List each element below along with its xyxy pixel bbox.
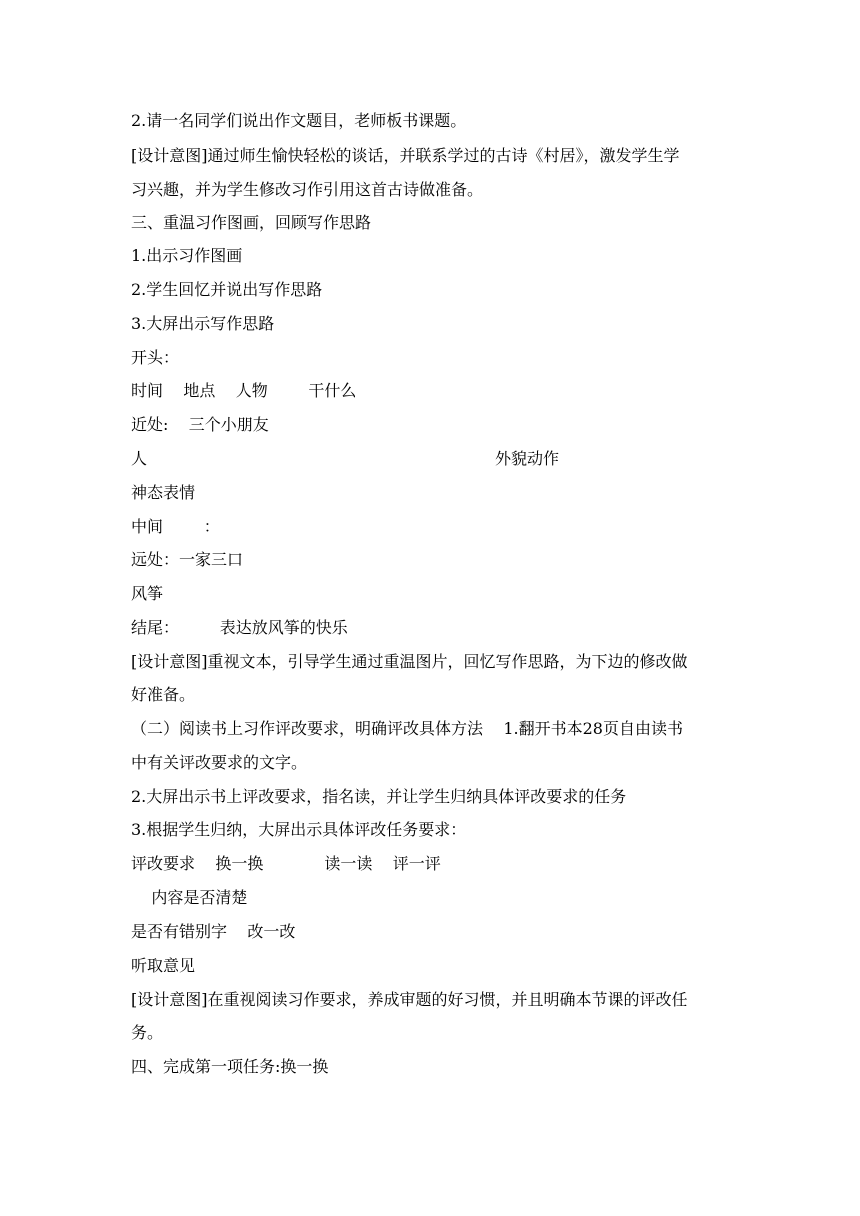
text-line: 内容是否清楚: [131, 888, 248, 907]
text-line: 1.出示习作图画: [131, 246, 243, 265]
text-line: 3.根据学生归纳，大屏出示具体评改任务要求：: [131, 820, 467, 839]
side-label: 外貌动作: [495, 449, 560, 468]
section-heading: 四、完成第一项任务:换一换: [131, 1057, 329, 1076]
text-line: 2.请一名同学们说出作文题目，老师板书课题。: [131, 111, 467, 130]
text-line: [设计意图]通过师生愉快轻松的谈话，并联系学过的古诗《村居》，激发学生学: [131, 146, 680, 165]
text-line: 2.学生回忆并说出写作思路: [131, 280, 323, 299]
text-line: 远处：一家三口: [131, 550, 244, 569]
text-line: 评改要求 换一换 读一读 评一评: [131, 854, 441, 873]
text-line: 近处: 三个小朋友: [131, 415, 269, 434]
text-line: 时间 地点 人物 干什么: [131, 381, 357, 400]
text-line: 风筝: [131, 584, 164, 603]
text-line: 结尾： 表达放风筝的快乐: [131, 618, 348, 637]
text-line: [设计意图]在重视阅读习作要求，养成审题的好习惯，并且明确本节课的评改任: [131, 990, 688, 1009]
text-line: 务。: [131, 1023, 164, 1042]
text-line: 开头：: [131, 348, 180, 367]
text-line: [设计意图]重视文本，引导学生通过重温图片，回忆写作思路，为下边的修改做: [131, 652, 688, 671]
text-line: 2.大屏出示书上评改要求，指名读，并让学生归纳具体评改要求的任务: [131, 787, 627, 806]
text-line: 中有关评改要求的文字。: [131, 753, 308, 772]
text-line: 习兴趣，并为学生修改习作引用这首古诗做准备。: [131, 180, 484, 199]
text-line: （二）阅读书上习作评改要求，明确评改具体方法 1.翻开书本28页自由读书: [131, 719, 683, 738]
text-line: 是否有错别字 改一改: [131, 922, 296, 941]
section-heading: 三、重温习作图画，回顾写作思路: [131, 213, 372, 232]
text-line: 3.大屏出示写作思路: [131, 314, 275, 333]
text-line: 神态表情: [131, 483, 196, 502]
text-line: 中间 ：: [131, 517, 220, 536]
text-line: 人: [131, 449, 148, 468]
text-line: 好准备。: [131, 685, 196, 704]
text-line: 听取意见: [131, 956, 196, 975]
